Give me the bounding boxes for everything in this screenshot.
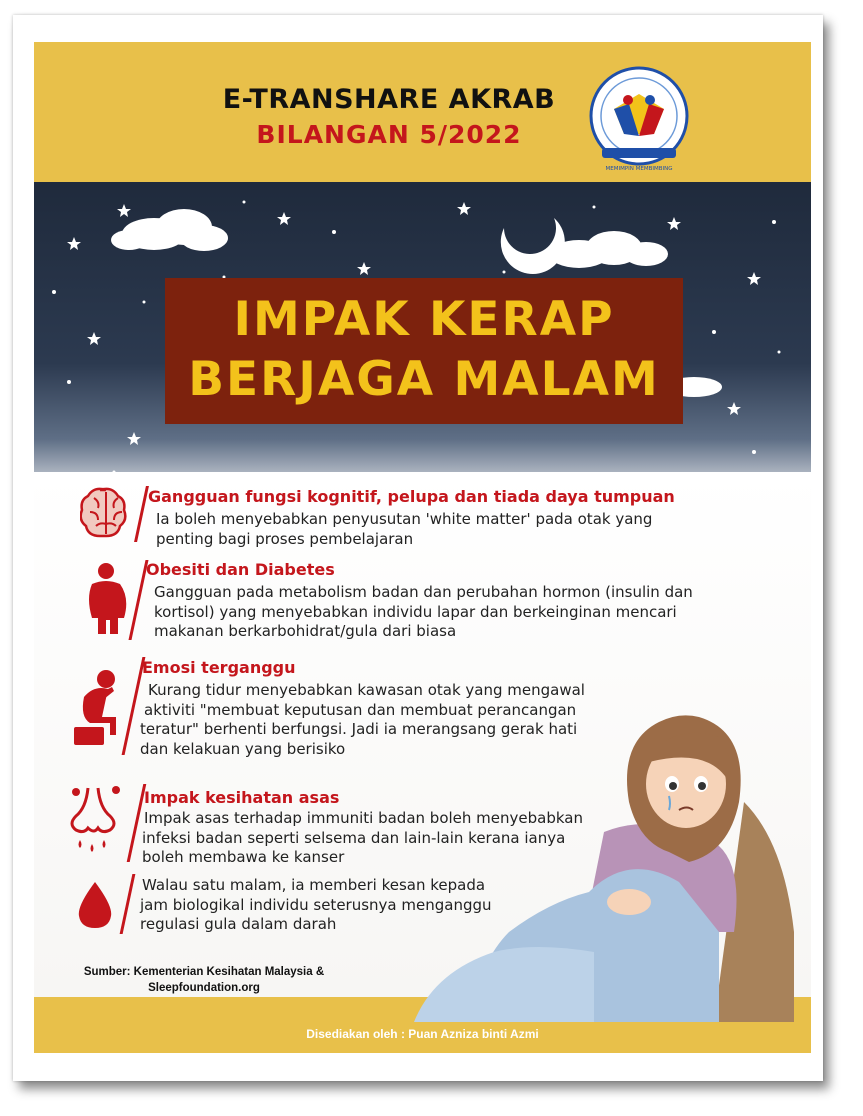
nose-sneeze-icon <box>66 782 130 862</box>
item-1-heading: Gangguan fungsi kognitif, pelupa dan tiada daya tumpuan <box>148 487 675 506</box>
item-3-line: dan kelakuan yang berisiko <box>140 739 346 758</box>
header-title: E-TRANSHARE AKRAB <box>222 84 556 115</box>
source-line-1: Sumber: Kementerian Kesihatan Malaysia & <box>83 966 325 978</box>
poster <box>34 42 811 1053</box>
prepared-by-footer: Disediakan oleh : Puan Azniza binti Azmi <box>306 1027 539 1041</box>
obese-person-icon <box>84 562 128 636</box>
item-1-line: Ia boleh menyebabkan penyusutan 'white matter' pada otak yang <box>156 510 653 528</box>
item-4-line: infeksi badan seperti selsema dan lain-lain kerana ianya <box>142 828 566 847</box>
item-3-line: aktiviti "membuat keputusan dan membuat perancangan <box>144 700 577 719</box>
source-line-2: Sleepfoundation.org <box>148 982 260 994</box>
item-3-line: teratur" berhenti berfungsi. Jadi ia merangsang gerak hati <box>140 720 578 738</box>
title-line-2: BERJAGA MALAM <box>188 352 660 407</box>
source-credit <box>54 964 354 996</box>
sad-person-icon <box>72 667 130 747</box>
item-2-line: makanan berkarbohidrat/gula dari biasa <box>154 622 457 640</box>
item-5-body <box>140 876 560 935</box>
item-4-body <box>142 809 642 868</box>
item-5-line: jam biologikal individu seterusnya menganggu <box>140 895 492 914</box>
akrab-logo <box>584 64 694 174</box>
brain-icon <box>80 484 132 542</box>
header-subtitle: BILANGAN 5/2022 <box>256 120 522 149</box>
item-4-heading: Impak kesihatan asas <box>144 788 340 807</box>
item-1-body <box>156 510 736 549</box>
item-1-line: penting bagi proses pembelajaran <box>156 529 414 548</box>
item-4-line: boleh membawa ke kanser <box>142 848 345 866</box>
item-5-line: regulasi gula dalam darah <box>140 915 337 933</box>
logo-text: MEMIMPIN MEMBIMBING <box>605 166 673 172</box>
item-5-line: Walau satu malam, ia memberi kesan kepada <box>142 876 486 894</box>
title-banner <box>165 278 683 424</box>
item-4-line: Impak asas terhadap immuniti badan boleh menyebabkan <box>144 809 583 827</box>
item-2-line: Gangguan pada metabolism badan dan perubahan hormon (insulin dan <box>154 583 693 601</box>
item-3-body <box>140 681 640 759</box>
item-3-heading: Emosi terganggu <box>142 658 296 677</box>
item-2-line: kortisol) yang menyebabkan individu lapar dan berkeinginan mencari <box>154 602 677 621</box>
item-2-body <box>154 583 774 642</box>
item-3-line: Kurang tidur menyebabkan kawasan otak yang mengawal <box>148 681 585 699</box>
title-line-1: IMPAK KERAP <box>233 292 615 347</box>
blood-drop-icon <box>76 880 114 930</box>
item-2-heading: Obesiti dan Diabetes <box>146 560 335 579</box>
